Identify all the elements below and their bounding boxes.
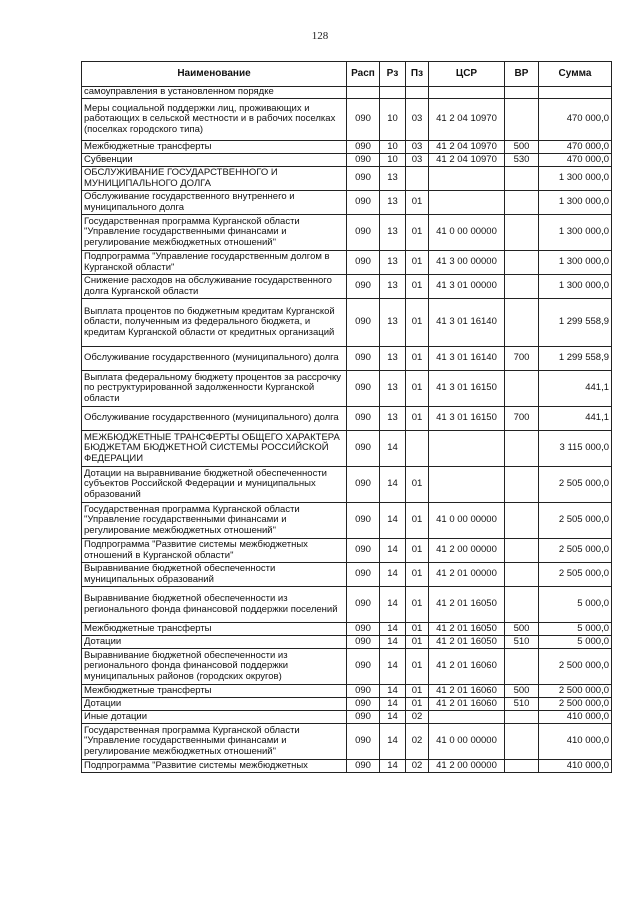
- header-csr: ЦСР: [429, 62, 505, 87]
- row-csr: 41 2 04 10970: [429, 154, 505, 167]
- row-sum: 1 300 000,0: [539, 215, 612, 251]
- row-pz: [406, 167, 429, 191]
- row-vr: 500: [505, 623, 539, 636]
- row-rz: 13: [380, 167, 406, 191]
- row-rz: 10: [380, 141, 406, 154]
- row-pz: 01: [406, 563, 429, 587]
- row-vr: [505, 760, 539, 773]
- budget-table: [81, 61, 612, 773]
- row-sum: 2 505 000,0: [539, 539, 612, 563]
- table-row: [82, 539, 612, 563]
- row-pz: 01: [406, 539, 429, 563]
- page-number: 128: [311, 30, 329, 42]
- row-sum: 441,1: [539, 407, 612, 431]
- row-pz: 02: [406, 711, 429, 724]
- row-sum: 1 300 000,0: [539, 275, 612, 299]
- table-row: [82, 371, 612, 407]
- row-name: Выравнивание бюджетной обеспеченности из регионального фонда финансовой поддержки муниципальных районов (городских округов): [82, 649, 347, 685]
- row-rz: 14: [380, 467, 406, 503]
- row-vr: [505, 467, 539, 503]
- row-pz: 01: [406, 698, 429, 711]
- row-pz: 01: [406, 467, 429, 503]
- row-vr: 500: [505, 685, 539, 698]
- row-csr: [429, 87, 505, 99]
- row-rasp: 090: [347, 167, 380, 191]
- row-name: Обслуживание государственного (муниципального) долга: [82, 347, 347, 371]
- table-row: [82, 275, 612, 299]
- row-rasp: 090: [347, 275, 380, 299]
- row-rz: 10: [380, 99, 406, 141]
- row-pz: 01: [406, 299, 429, 347]
- row-name: Выравнивание бюджетной обеспеченности муниципальных образований: [82, 563, 347, 587]
- row-sum: 470 000,0: [539, 154, 612, 167]
- row-name: Обслуживание государственного внутреннего и муниципального долга: [82, 191, 347, 215]
- row-rz: 13: [380, 371, 406, 407]
- row-name: Выплата процентов по бюджетным кредитам Курганской области, полученным из федерального бюджета, и кредитам Курганской области от кредитных организаций: [82, 299, 347, 347]
- row-sum: 5 000,0: [539, 623, 612, 636]
- row-csr: [429, 167, 505, 191]
- row-name: Иные дотации: [82, 711, 347, 724]
- row-vr: 700: [505, 407, 539, 431]
- row-pz: 01: [406, 347, 429, 371]
- row-name: Государственная программа Курганской области "Управление государственными финансами и регулирование межбюджетных отношений": [82, 215, 347, 251]
- row-vr: [505, 711, 539, 724]
- row-name: самоуправления в установленном порядке: [82, 87, 347, 99]
- row-vr: [505, 191, 539, 215]
- row-rasp: 090: [347, 215, 380, 251]
- table-row: [82, 407, 612, 431]
- row-name: Меры социальной поддержки лиц, проживающих и работающих в сельской местности и в рабочих поселках (поселках городского типа): [82, 99, 347, 141]
- row-sum: 2 505 000,0: [539, 563, 612, 587]
- row-csr: 41 3 00 00000: [429, 251, 505, 275]
- row-vr: [505, 649, 539, 685]
- table-row: [82, 251, 612, 275]
- row-rz: 13: [380, 191, 406, 215]
- row-csr: 41 2 00 00000: [429, 539, 505, 563]
- row-name: ОБСЛУЖИВАНИЕ ГОСУДАРСТВЕННОГО И МУНИЦИПАЛЬНОГО ДОЛГА: [82, 167, 347, 191]
- row-rz: 14: [380, 724, 406, 760]
- table-row: [82, 503, 612, 539]
- row-name: Подпрограмма "Развитие системы межбюджетных отношений в Курганской области": [82, 539, 347, 563]
- row-rz: 14: [380, 711, 406, 724]
- row-rz: 14: [380, 685, 406, 698]
- row-rz: 13: [380, 275, 406, 299]
- row-csr: [429, 431, 505, 467]
- row-sum: 410 000,0: [539, 724, 612, 760]
- row-csr: [429, 467, 505, 503]
- row-vr: 510: [505, 698, 539, 711]
- row-csr: 41 2 01 16050: [429, 587, 505, 623]
- header-sum: Сумма: [539, 62, 612, 87]
- row-name: Межбюджетные трансферты: [82, 623, 347, 636]
- row-vr: 500: [505, 141, 539, 154]
- row-name: Дотации: [82, 636, 347, 649]
- row-rasp: 090: [347, 154, 380, 167]
- row-pz: 03: [406, 141, 429, 154]
- row-vr: [505, 299, 539, 347]
- row-rasp: 090: [347, 99, 380, 141]
- table-row: [82, 191, 612, 215]
- row-rasp: 090: [347, 649, 380, 685]
- row-rasp: 090: [347, 467, 380, 503]
- table-row: [82, 215, 612, 251]
- row-rz: 14: [380, 587, 406, 623]
- row-vr: [505, 587, 539, 623]
- row-pz: 01: [406, 649, 429, 685]
- row-vr: [505, 275, 539, 299]
- row-sum: 470 000,0: [539, 99, 612, 141]
- row-rasp: 090: [347, 503, 380, 539]
- table-row: [82, 724, 612, 760]
- row-rz: 13: [380, 251, 406, 275]
- row-vr: [505, 431, 539, 467]
- table-row: [82, 467, 612, 503]
- row-sum: 5 000,0: [539, 587, 612, 623]
- row-sum: 470 000,0: [539, 141, 612, 154]
- row-pz: 01: [406, 191, 429, 215]
- row-sum: 2 505 000,0: [539, 503, 612, 539]
- table-row: [82, 698, 612, 711]
- row-csr: 41 2 00 00000: [429, 760, 505, 773]
- row-rz: 13: [380, 215, 406, 251]
- row-vr: [505, 539, 539, 563]
- row-csr: 41 3 01 00000: [429, 275, 505, 299]
- header-vr: ВР: [505, 62, 539, 87]
- row-name: Подпрограмма "Управление государственным долгом в Курганской области": [82, 251, 347, 275]
- row-rz: 13: [380, 299, 406, 347]
- row-name: Обслуживание государственного (муниципального) долга: [82, 407, 347, 431]
- row-rasp: 090: [347, 299, 380, 347]
- row-rasp: 090: [347, 587, 380, 623]
- row-name: Подпрограмма "Развитие системы межбюджетных: [82, 760, 347, 773]
- row-sum: 2 505 000,0: [539, 467, 612, 503]
- row-csr: 41 2 04 10970: [429, 141, 505, 154]
- table-row: [82, 431, 612, 467]
- row-csr: 41 3 01 16140: [429, 347, 505, 371]
- row-vr: [505, 563, 539, 587]
- row-vr: 700: [505, 347, 539, 371]
- row-vr: [505, 371, 539, 407]
- row-rasp: 090: [347, 407, 380, 431]
- row-rasp: 090: [347, 760, 380, 773]
- table-row: [82, 623, 612, 636]
- table-row: [82, 141, 612, 154]
- row-csr: 41 2 01 16060: [429, 685, 505, 698]
- row-csr: 41 2 04 10970: [429, 99, 505, 141]
- row-vr: [505, 724, 539, 760]
- table-row: [82, 167, 612, 191]
- row-rz: 10: [380, 154, 406, 167]
- row-pz: 01: [406, 503, 429, 539]
- row-vr: 530: [505, 154, 539, 167]
- row-sum: 410 000,0: [539, 760, 612, 773]
- row-csr: 41 0 00 00000: [429, 215, 505, 251]
- row-rasp: 090: [347, 711, 380, 724]
- row-rz: 14: [380, 698, 406, 711]
- row-vr: [505, 99, 539, 141]
- row-csr: 41 2 01 16050: [429, 623, 505, 636]
- table-row: [82, 347, 612, 371]
- row-csr: 41 3 01 16140: [429, 299, 505, 347]
- row-sum: 1 299 558,9: [539, 299, 612, 347]
- row-vr: 510: [505, 636, 539, 649]
- row-pz: 01: [406, 407, 429, 431]
- row-rz: 14: [380, 760, 406, 773]
- row-sum: 410 000,0: [539, 711, 612, 724]
- row-pz: 02: [406, 724, 429, 760]
- row-name: Выплата федеральному бюджету процентов за рассрочку по реструктурированной задолженности Курганской области: [82, 371, 347, 407]
- row-vr: [505, 87, 539, 99]
- header-rasp: Расп: [347, 62, 380, 87]
- row-sum: 1 300 000,0: [539, 251, 612, 275]
- table-row: [82, 636, 612, 649]
- row-sum: 2 500 000,0: [539, 685, 612, 698]
- row-rasp: 090: [347, 347, 380, 371]
- table-row: [82, 154, 612, 167]
- row-sum: 2 500 000,0: [539, 649, 612, 685]
- row-sum: 5 000,0: [539, 636, 612, 649]
- row-sum: 441,1: [539, 371, 612, 407]
- row-csr: [429, 711, 505, 724]
- row-rasp: 090: [347, 539, 380, 563]
- row-name: Субвенции: [82, 154, 347, 167]
- row-rz: 14: [380, 539, 406, 563]
- row-vr: [505, 503, 539, 539]
- row-rz: 14: [380, 503, 406, 539]
- row-csr: 41 0 00 00000: [429, 503, 505, 539]
- row-name: Государственная программа Курганской области "Управление государственными финансами и регулирование межбюджетных отношений": [82, 503, 347, 539]
- row-csr: 41 2 01 16050: [429, 636, 505, 649]
- row-vr: [505, 251, 539, 275]
- row-rasp: 090: [347, 191, 380, 215]
- row-rz: [380, 87, 406, 99]
- row-rz: 13: [380, 407, 406, 431]
- row-name: Межбюджетные трансферты: [82, 141, 347, 154]
- row-rz: 14: [380, 636, 406, 649]
- row-sum: 1 300 000,0: [539, 191, 612, 215]
- row-pz: [406, 87, 429, 99]
- row-rz: 14: [380, 431, 406, 467]
- row-rasp: 090: [347, 698, 380, 711]
- row-rz: 14: [380, 563, 406, 587]
- row-rasp: [347, 87, 380, 99]
- row-rasp: 090: [347, 623, 380, 636]
- row-csr: 41 2 01 00000: [429, 563, 505, 587]
- row-pz: 03: [406, 99, 429, 141]
- table-row: [82, 99, 612, 141]
- row-rasp: 090: [347, 724, 380, 760]
- row-name: Государственная программа Курганской области "Управление государственными финансами и регулирование межбюджетных отношений": [82, 724, 347, 760]
- row-sum: 1 299 558,9: [539, 347, 612, 371]
- row-rasp: 090: [347, 636, 380, 649]
- row-csr: 41 2 01 16060: [429, 649, 505, 685]
- row-rasp: 090: [347, 371, 380, 407]
- header-pz: Пз: [406, 62, 429, 87]
- row-sum: 1 300 000,0: [539, 167, 612, 191]
- table-row: [82, 760, 612, 773]
- row-rz: 14: [380, 649, 406, 685]
- header-rz: Рз: [380, 62, 406, 87]
- table-row: [82, 587, 612, 623]
- row-name: Снижение расходов на обслуживание государственного долга Курганской области: [82, 275, 347, 299]
- row-pz: 01: [406, 251, 429, 275]
- row-csr: 41 0 00 00000: [429, 724, 505, 760]
- row-pz: 01: [406, 215, 429, 251]
- table-row: [82, 563, 612, 587]
- row-csr: 41 3 01 16150: [429, 407, 505, 431]
- row-sum: [539, 87, 612, 99]
- row-vr: [505, 167, 539, 191]
- row-rasp: 090: [347, 251, 380, 275]
- row-pz: 01: [406, 685, 429, 698]
- row-csr: [429, 191, 505, 215]
- table-header-row: [82, 62, 612, 87]
- row-pz: [406, 431, 429, 467]
- table-row: [82, 299, 612, 347]
- row-rz: 14: [380, 623, 406, 636]
- row-rz: 13: [380, 347, 406, 371]
- row-name: Выравнивание бюджетной обеспеченности из регионального фонда финансовой поддержки поселений: [82, 587, 347, 623]
- row-pz: 01: [406, 587, 429, 623]
- row-pz: 01: [406, 623, 429, 636]
- row-pz: 01: [406, 275, 429, 299]
- row-pz: 01: [406, 371, 429, 407]
- header-name: Наименование: [82, 62, 347, 87]
- row-rasp: 090: [347, 685, 380, 698]
- row-pz: 03: [406, 154, 429, 167]
- table-row: [82, 649, 612, 685]
- row-pz: 01: [406, 636, 429, 649]
- row-name: Дотации на выравнивание бюджетной обеспеченности субъектов Российской Федерации и муниципальных образований: [82, 467, 347, 503]
- row-rasp: 090: [347, 563, 380, 587]
- row-name: МЕЖБЮДЖЕТНЫЕ ТРАНСФЕРТЫ ОБЩЕГО ХАРАКТЕРА БЮДЖЕТАМ БЮДЖЕТНОЙ СИСТЕМЫ РОССИЙСКОЙ ФЕДЕРАЦИИ: [82, 431, 347, 467]
- table-row: [82, 87, 612, 99]
- row-csr: 41 3 01 16150: [429, 371, 505, 407]
- row-sum: 2 500 000,0: [539, 698, 612, 711]
- row-csr: 41 2 01 16060: [429, 698, 505, 711]
- row-pz: 02: [406, 760, 429, 773]
- table-row: [82, 685, 612, 698]
- table-row: [82, 711, 612, 724]
- row-name: Межбюджетные трансферты: [82, 685, 347, 698]
- row-vr: [505, 215, 539, 251]
- row-name: Дотации: [82, 698, 347, 711]
- row-sum: 3 115 000,0: [539, 431, 612, 467]
- row-rasp: 090: [347, 141, 380, 154]
- row-rasp: 090: [347, 431, 380, 467]
